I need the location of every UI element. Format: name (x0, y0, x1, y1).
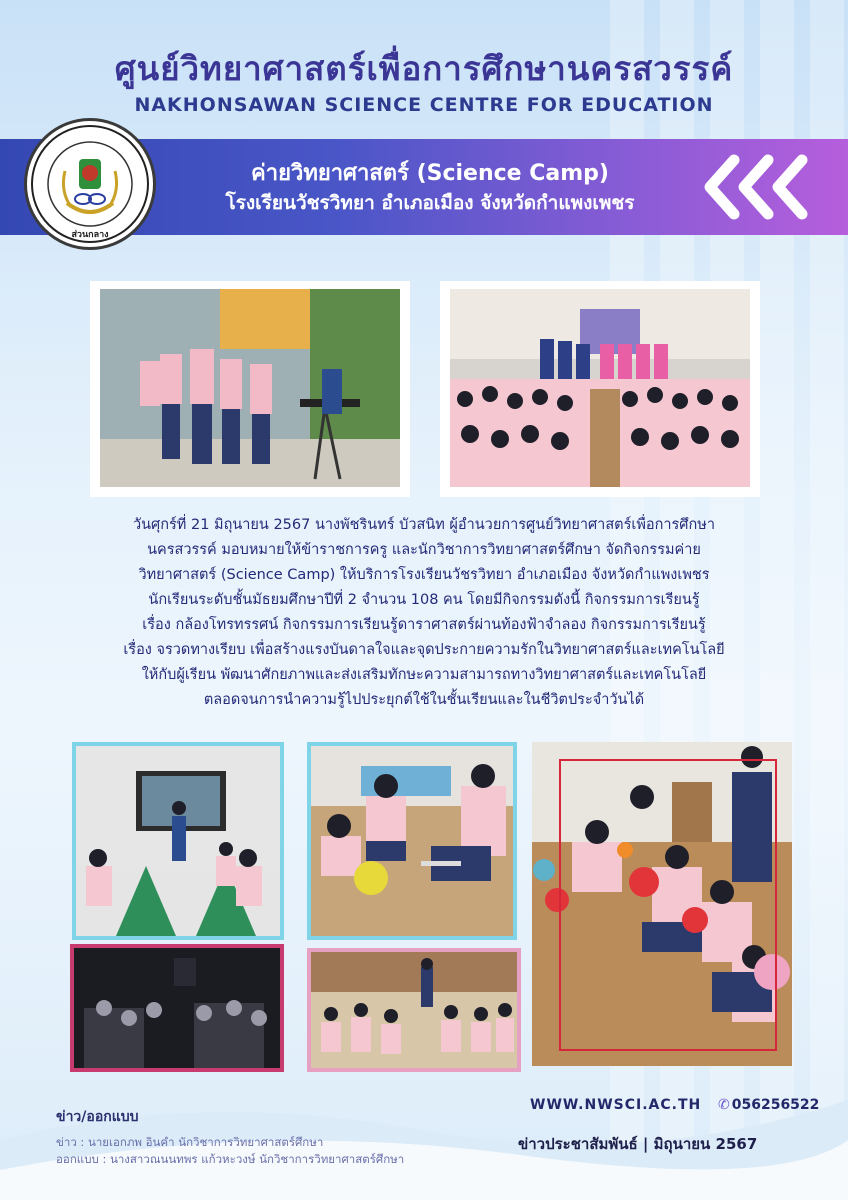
banner-headline: ค่ายวิทยาศาสตร์ (Science Camp) (251, 161, 609, 186)
footer-pr-label: ข่าวประชาสัมพันธ์ | มิถุนายน 2567 (518, 1135, 758, 1153)
photo-classroom-presentation (72, 742, 284, 940)
body-line: เรื่อง กล้องโทรทรรศน์ กิจกรรมการเรียนรู้ดาราศาสตร์ผ่านท้องฟ้าจำลอง กิจกรรมการเรียนรู้ (142, 617, 706, 633)
photo-rocket-workshop (307, 742, 517, 940)
body-line: วิทยาศาสตร์ (Science Camp) ให้บริการโรงเรียนวัชรวิทยา อำเภอเมือง จังหวัดกำแพงเพชร (138, 567, 710, 583)
page-title-english: NAKHONSAWAN SCIENCE CENTRE FOR EDUCATION (134, 94, 714, 116)
body-line: เรื่อง จรวดทางเรียบ เพื่อสร้างแรงบันดาลใจและจุดประกายความรักในวิทยาศาสตร์และเทคโนโลยี (123, 642, 725, 658)
body-line: ตลอดจนการนำความรู้ไปประยุกต์ใช้ในชั้นเรียนและในชีวิตประจำวันได้ (203, 692, 645, 708)
phone-icon: ✆ (718, 1097, 730, 1113)
website-link[interactable]: WWW.NWSCI.AC.TH (530, 1097, 702, 1113)
triple-chevron-left-icon (700, 152, 820, 222)
photo-students-hall (440, 281, 760, 497)
credits-heading: ข่าว/ออกแบบ (56, 1109, 139, 1125)
body-line: วันศุกร์ที่ 21 มิถุนายน 2567 นางพัชรินทร์ บัวสนิท ผู้อำนวยการศูนย์วิทยาศาสตร์เพื่อการศึกษา (132, 517, 715, 533)
logo-bottom-text: ส่วนกลาง (71, 230, 109, 240)
news-body (60, 513, 788, 713)
photo-balloon-rocket (532, 742, 792, 1066)
phone-value: 056256522 (731, 1097, 820, 1113)
photo-telescope-activity (90, 281, 410, 497)
body-line: ให้กับผู้เรียน พัฒนาศักยภาพและส่งเสริมทักษะความสามารถทางวิทยาศาสตร์และเทคโนโลยี (141, 667, 707, 683)
page-title-thai: ศูนย์วิทยาศาสตร์เพื่อการศึกษานครสวรรค์ (114, 49, 734, 88)
credit-news: ข่าว : นายเอกภพ อินคำ นักวิชาการวิทยาศาสตร์ศึกษา (56, 1135, 324, 1149)
credit-design: ออกแบบ : นางสาวณนนทพร แก้วหะวงษ์ นักวิชาการวิทยาศาสตร์ศึกษา (56, 1152, 405, 1166)
organization-logo (24, 118, 156, 250)
body-line: นักเรียนระดับชั้นมัธยมศึกษาปีที่ 2 จำนวน 108 คน โดยมีกิจกรรมดังนี้ กิจกรรมการเรียนรู้ (148, 592, 700, 608)
banner-subheadline: โรงเรียนวัชรวิทยา อำเภอเมือง จังหวัดกำแพงเพชร (225, 192, 635, 214)
body-line: นครสวรรค์ มอบหมายให้ข้าราชการครู และนักวิชาการวิทยาศาสตร์ศึกษา จัดกิจกรรมค่าย (147, 542, 701, 558)
phone-number (718, 1097, 819, 1113)
